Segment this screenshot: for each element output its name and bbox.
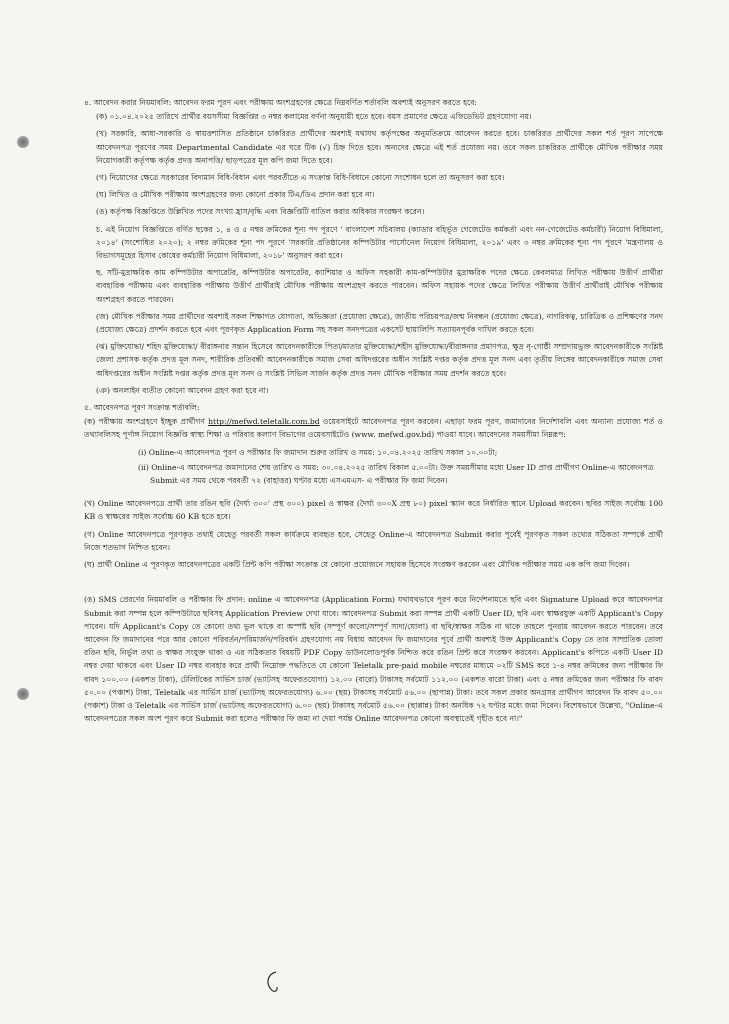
section-5-title: ৫. আবেদনপত্র পূরণ সংক্রান্ত শর্তাবলি: (84, 403, 200, 413)
section-4-title: ৪. আবেদন করার নিয়মাবলি: আবেদন ফরম পূরণ এবং পরীক্ষায় অংশগ্রহণের ক্ষেত্রে নিম্নবর্ণিত শর্তাবলি অবশ্যই অনুসরণ করতে হবে: (84, 98, 477, 107)
section-5-sub-ii: (ii) Online-এ আবেদনপত্র জমাদানের শেষ তারিখ ও সময়: ৩০.০৪.২০২৫ তারিখ বিকাল ৫.০০টা। উক্ত সময়সীমার মধ্যে User ID প্রাপ্ত প্রার্থীগণ Online-এ আবেদনপত্র Submit এর সময় থেকে পরবর্তী ৭২ (বাহাত্তর) ঘণ্টার মধ্যে এসএমএস- এ পরীক্ষার ফি জমা দিবেন। (138, 462, 654, 486)
section-4-item-ja: (জ) মৌখিক পরীক্ষার সময় প্রার্থীদের অবশ্যই সকল শিক্ষাগত যোগ্যতা, অভিজ্ঞতা (প্রযোজ্য ক্ষেত্রে), জাতীয় পরিচয়পত্র/জন্ম নিবন্ধন (প্রযোজ্য ক্ষেত্রে), নাগরিকত্ব, চারিত্রিক ও প্রশিক্ষণের সনদ (প্রযোজ্য ক্ষেত্রে) প্রদর্শন করতে হবে এবং পূরণকৃত Application Form সহ সকল সনদপত্রের একসেট ছায়ালিপি সত্যায়নপূর্বক দাখিল করতে হবে। (96, 311, 663, 335)
section-4-item-ga: (গ) নিয়োগের ক্ষেত্রে সরকারের বিদ্যমান বিধি-বিধান এবং পরবর্তীতে এ সংক্রান্ত বিধি-বিধানে কোনো সংশোধন হলে তা অনুসরণ করা হবে। (96, 173, 505, 183)
section-4-item-gha: (ঘ) লিখিত ও মৌখিক পরীক্ষায় অংশগ্রহণের জন্য কোনো প্রকার টিএ/ডিএ প্রদান করা হবে না। (96, 190, 375, 200)
section-5-item-ka-pre: (ক) পরীক্ষায় অংশগ্রহণে ইচ্ছুক প্রার্থীগণ (84, 417, 209, 427)
section-4-item-cha: চ. এই নিয়োগ বিজ্ঞপ্তিতে বর্ণিত ছকের ১, ৪ ও ৫ নম্বর ক্রমিকের শূন্য পদ পূরণে ' বাংলাদেশ সচিবালয় (ক্যাডার বহির্ভূত গেজেটেড কর্মকর্তা এবং নন-গেজেটেড কর্মচারী) নিয়োগ বিধিমালা, ২০১৪' (সংশোধিত ২০২০); ২ নম্বর ক্রমিকের শূন্য পদ পূরণে 'সরকারি প্রতিষ্ঠানের কম্পিউটার পার্সোনেল নিয়োগ বিধিমালা, ২০১৯' এবং ৩ নম্বর ক্রমিকের শূন্য পদ পূরণে 'মন্ত্রণালয় ও বিভাগসমূহের হিসাব কোষের কর্মচারী নিয়োগ বিধিমালা, ২০১৮' অনুসরণ করা হবে। (96, 224, 663, 261)
punch-hole-top (17, 136, 29, 148)
section-5-sub-i: (i) Online-এ আবেদনপত্র পূরণ ও পরীক্ষার ফি জমাদান শুরুর তারিখ ও সময়: ১০.০৪.২০২৫ তারিখ সকাল ১০.০০টা; (138, 447, 498, 457)
section-5-item-ka-post: ওয়েবসাইটে আবেদনপত্র পূরণ করবেন। এছাড়া ফরম পূরণ, জমাদানের নির্দেশাবলি এবং অন্যান্য প্রযোজ্য শর্ত ও তথ্যাবলিসহ পূর্ণাঙ্গ নিয়োগ বিজ্ঞপ্তি স্বাস্থ্য শিক্ষা ও পরিবার কল্যাণ বিভাগের ওয়েবসাইটেও (www. mefwd.gov.bd) পাওয়া যাবে। আবেদনের সময়সীমা নিম্নরূপ: (84, 417, 664, 440)
section-5-item-ga: (গ) Online আবেদনপত্রে পূরণকৃত তথ্যই যেহেতু পরবর্তী সকল কার্যক্রমে ব্যবহৃত হবে, সেহেতু Online-এ আবেদনপত্র Submit করার পূর্বেই পূরণকৃত সকল তথ্যের সঠিকতা সম্পর্কে প্রার্থী নিজে শতভাগ নিশ্চিত হবেন। (84, 529, 663, 552)
section-5-item-umo: (ঙ) SMS প্রেরণের নিয়মাবলি ও পরীক্ষার ফি প্রদান: online এ আবেদনপত্র (Application Form) যথাযথভাবে পূরণ করে নির্দেশনামতে ছবি এবং Signature Upload করে আবেদনপত্র Submit করা সম্পন্ন হলে কম্পিউটারে ছবিসহ Application Preview দেখা যাবে। আবেদনপত্র Submit করা সম্পন্ন প্রার্থী একটি User ID, ছবি এবং স্বাক্ষরযুক্ত একটি Applicant's Copy পাবেন। যদি Applicant's Copy তে কোনো তথ্য ভুল থাকে বা অস্পষ্ট ছবি (সম্পূর্ণ কালো/সম্পূর্ণ সাদা/ঘোলা) বা ছবি/স্বাক্ষর সঠিক না থাকে তাহলে পুনরায় আবেদন করতে পারবেন। তবে আবেদন ফি জমাদানের পরে আর কোনো পরিবর্তন/পরিমার্জন/পরিবর্ধন গ্রহণযোগ্য নয় বিধায় আবেদন ফি জমাদানের পূর্বে প্রার্থী অবশ্যই উক্ত Applicant's Copy তে তার সাম্প্রতিক তোলা রঙিন ছবি, নির্ভুল তথ্য ও স্বাক্ষর সংযুক্ত থাকা ও এর সঠিকতার বিষয়টি PDF Copy ডাউনলোডপূর্বক নিশ্চিত করে রঙিন প্রিন্ট করে সংরক্ষণ করবেন। Applicant's কপিতে একটি User ID নম্বর দেয়া থাকবে এবং User ID নম্বর ব্যবহার করে প্রার্থী নিম্নোক্ত পদ্ধতিতে যে কোনো Teletalk pre-paid mobile নম্বরের মাধ্যমে ০২টি SMS করে ১-৪ নম্বর ক্রমিকের জন্য পরীক্ষার ফি বাবদ ১০০.০০ (একশত টাকা), টেলিটকের সার্ভিস চার্জ (ভ্যাটসহ অফেরতযোগ্য) ১২.০০ (বারো) টাকাসহ সর্বমোট ১১২.০০ (একশত বারো টাকা) এবং ৫ নম্বর ক্রমিকের জন্য পরীক্ষার ফি বাবদ ৫০.০০ (পঞ্চাশ) টাকা, Teletalk এর সার্ভিস চার্জ (ভ্যাটসহ অফেরতযোগ্য) ৬.০০ (ছয়) টাকাসহ সর্বমোট ৫৬.০০ (ছাপান্ন) টাকা। তবে সকল প্রকার অনগ্রসর প্রার্থীগণ আবেদন ফি বাবদ ৫০.০০ (পঞ্চাশ) টাকা ও Teletalk এর সার্ভিস চার্জ (ভ্যাটসহ অফেরতযোগ্য) ৬.০০ (ছয়) টাকাসহ সর্বমোট ৫৬.০০ (ছাপ্পান্ন) টাকা অনধিক ৭২ ঘণ্টার মধ্যে জমা দিবেন। বিশেষভাবে উল্লেখ্য, "Online-এ আবেদনপত্রের সকল অংশ পূরণ করে Submit করা হলেও পরীক্ষার ফি জমা না দেয়া পর্যন্ত Online আবেদনপত্র কোনো অবস্থাতেই গৃহীত হবে না।" (84, 595, 663, 724)
section-4-item-jha: (ঝ) মুক্তিযোদ্ধা/ শহিদ মুক্তিযোদ্ধা/ বীরাঙ্গনার সন্তান হিসেবে আবেদনকারীকে পিতা/মাতার মুক্তিযোদ্ধা/শহীদ মুক্তিযোদ্ধা/বীরাঙ্গনার প্রমাণপত্র, ক্ষুদ্র নৃ-গোষ্ঠী সম্প্রদায়ভুক্ত আবেদনকারীকে সংশ্লিষ্ট জেলা প্রশাসক কর্তৃক প্রদত্ত মূল সনদ, শারীরিক প্রতিবন্ধী আবেদনকারীকে সমাজ সেবা অধিদপ্তরের অধীন সংশ্লিষ্ট দপ্তর কর্তৃক প্রদত্ত মূল সনদ এবং তৃতীয় লিঙ্গের আবেদনকারীকে সমাজ সেবা অধিদপ্তরের অধীন সংশ্লিষ্ট দপ্তর কর্তৃক প্রদত্ত মূল সনদ ও সংশ্লিষ্ট সিভিল সার্জন কর্তৃক প্রদত্ত সনদ মৌখিক পরীক্ষার সময় প্রদর্শন করতে হবে। (96, 342, 663, 378)
handwritten-signature-mark (262, 968, 284, 996)
punch-hole-bottom (17, 688, 29, 700)
section-4-item-umo: (ঙ) কর্তৃপক্ষ বিজ্ঞপ্তিতে উল্লিখিত পদের সংখ্যা হ্রাস/বৃদ্ধি এবং বিজ্ঞপ্তিটি বাতিল করার অধিকার সংরক্ষণ করেন। (96, 207, 425, 217)
section-5-item-kha: (খ) Online আবেদনপত্রে প্রার্থী তার রঙিন ছবি (দৈর্ঘ্য ৩০০' প্রস্থ ৩০০) pixel ও স্বাক্ষর (দৈর্ঘ্য ৩০০X প্রস্থ ৮০) pixel স্ক্যান করে নির্ধারিত স্থানে Upload করবেন। ছবির সাইজ সর্বোচ্চ 100 KB ও স্বাক্ষরের সাইজ সর্বোচ্চ 60 KB হতে হবে। (84, 499, 663, 522)
teletalk-link[interactable]: http://mefwd.teletalk.com.bd (208, 417, 320, 427)
section-5-item-ka (84, 415, 663, 441)
section-4-item-ka: (ক) ০১.০৪.২০২৫ তারিখে প্রার্থীর বয়সসীমা বিজ্ঞপ্তির ৩ নম্বর কলামের বর্ণনা অনুযায়ী হতে হবে। বয়স প্রমাণের ক্ষেত্রে এফিডেভিট গ্রহণযোগ্য নয়। (96, 112, 532, 122)
section-4-item-nio: (ঞ) অনলাইন ব্যতীত কোনো আবেদন গ্রহণ করা হবে না। (96, 385, 269, 395)
section-5-item-gha: (ঘ) প্রার্থী Online এ পূরণকৃত আবেদনপত্রের একটি প্রিন্ট কপি পরীক্ষা সংক্রান্ত যে কোনো প্রয়োজনে সহায়ক হিসেবে সংরক্ষণ করবেন এবং মৌখিক পরীক্ষার সময় এক কপি জমা দিবেন। (84, 560, 630, 570)
section-4-item-kha: (খ) সরকারি, আধা-সরকারি ও স্বায়ত্তশাসিত প্রতিষ্ঠানে চাকরিরত প্রার্থীদের অবশ্যই যথাযথ কর্তৃপক্ষের অনুমতিক্রমে আবেদন করতে হবে। চাকরিরত প্রার্থীদের সকল শর্ত পূরণ সাপেক্ষে আবেদনপত্র পূরণের সময় Departmental Candidate এর ঘরে টিক (√) চিহ্ন দিতে হবে। অন্যদের ক্ষেত্রে এই শর্ত প্রযোজ্য নয়। তবে সকল চাকরিরত প্রার্থীকে মৌখিক পরীক্ষার সময় নিয়োগকারী কর্তৃপক্ষ কর্তৃক প্রদত্ত অনাপত্তি/ ছাড়পত্রের মূল কপি জমা দিতে হবে। (96, 129, 663, 165)
section-4-item-chha: ছ. সাঁট-মুদ্রাক্ষরিক কাম কম্পিউটার অপারেটর, কম্পিউটার অপারেটর, ক্যাশিয়ার ও অফিস সহকারী কাম-কম্পিউটার মুদ্রাক্ষরিক পদের ক্ষেত্রে কেবলমাত্র লিখিত পরীক্ষায় উত্তীর্ণ প্রার্থীরা ব্যবহারিক পরীক্ষায় এবং ব্যবহারিক পরীক্ষায় উত্তীর্ণ প্রার্থীরাই মৌখিক পরীক্ষায় অংশগ্রহণ করতে পারবেন। অফিস সহায়ক পদের ক্ষেত্রে লিখিত পরীক্ষায় উত্তীর্ণ প্রার্থীরাই মৌখিক পরীক্ষায় অংশগ্রহণ করতে পারবেন। (96, 268, 663, 304)
